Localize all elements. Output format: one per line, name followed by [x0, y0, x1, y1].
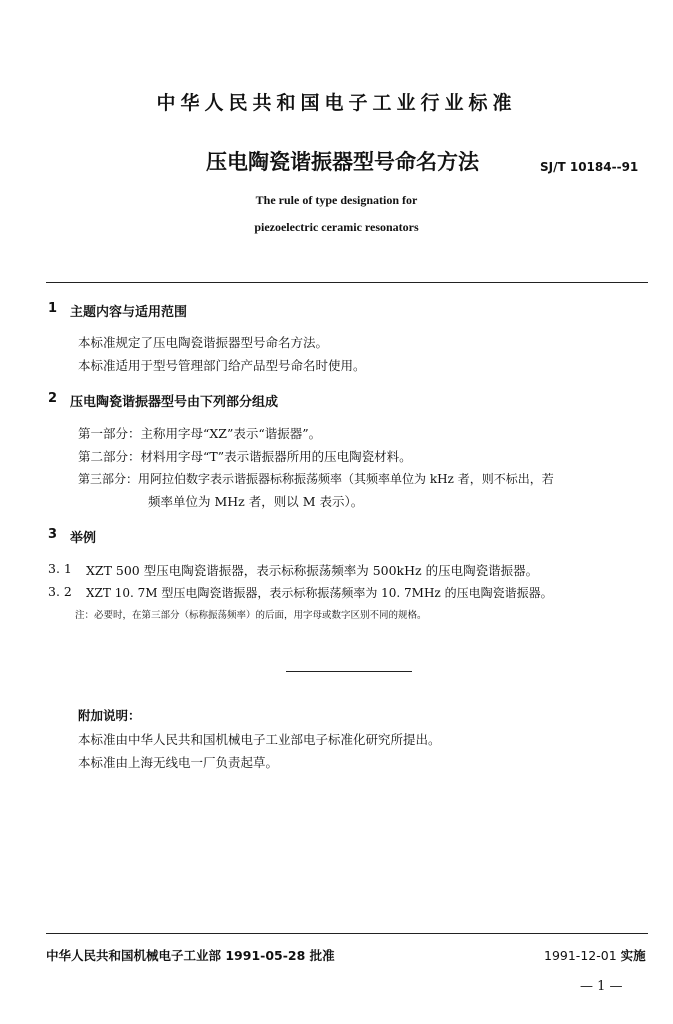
section-2-number: 2 [48, 391, 58, 406]
supplementary-heading: 附加说明： [78, 708, 141, 723]
section-1-title: 主题内容与适用范围 [70, 305, 188, 320]
section-1-line-1: 本标准规定了压电陶瓷谐振器型号命名方法。 [78, 335, 329, 350]
example-note: 注：必要时，在第三部分（标称振荡频率）的后面，用字母或数字区别不同的规格。 [75, 610, 427, 621]
section-2-title: 压电陶瓷谐振器型号由下列部分组成 [70, 395, 279, 410]
page-number: — 1 — [580, 979, 623, 994]
bottom-divider [46, 933, 648, 934]
standard-code: SJ/T 10184--91 [540, 160, 639, 174]
example-3-1-text: XZT 500 型压电陶瓷谐振器，表示标称振荡频率为 500kHz 的压电陶瓷谐振器。 [86, 563, 539, 578]
section-1-line-2: 本标准适用于型号管理部门给产品型号命名时使用。 [78, 358, 366, 373]
section-2-line-4: 频率单位为 MHz 者，则以 M 表示）。 [148, 494, 364, 509]
section-2-line-3: 第三部分：用阿拉伯数字表示谐振器标称振荡频率（其频率单位为 kHz 者，则不标出，若 [78, 472, 554, 486]
section-2-line-2: 第二部分：材料用字母“T”表示谐振器所用的压电陶瓷材料。 [78, 449, 412, 464]
top-divider [46, 282, 648, 283]
supplementary-line-1: 本标准由中华人民共和国机械电子工业部电子标准化研究所提出。 [78, 732, 441, 747]
example-3-1-number: 3. 1 [48, 561, 72, 576]
approval-line: 中华人民共和国机械电子工业部 1991-05-28 批准 [46, 948, 335, 963]
section-1-number: 1 [48, 301, 58, 316]
example-3-2-text: XZT 10. 7M 型压电陶瓷谐振器，表示标称振荡频率为 10. 7MHz 的压电陶瓷谐振器。 [86, 586, 553, 600]
section-3-number: 3 [48, 527, 58, 542]
supplementary-line-2: 本标准由上海无线电一厂负责起草。 [78, 755, 279, 770]
english-title-line-1: The rule of type designation for [255, 193, 418, 207]
standard-category: 中华人民共和国电子工业行业标准 [156, 92, 517, 114]
section-3-title: 举例 [70, 531, 97, 546]
english-title-line-2: piezoelectric ceramic resonators [254, 220, 419, 234]
example-3-2-number: 3. 2 [48, 584, 72, 599]
section-2-line-1: 第一部分：主称用字母“XZ”表示“谐振器”。 [78, 426, 322, 441]
middle-divider [286, 671, 412, 672]
effective-date: 1991-12-01 [544, 948, 617, 963]
effective-line [544, 946, 646, 964]
document-title: 压电陶瓷谐振器型号命名方法 [206, 150, 479, 174]
effective-label: 实施 [620, 948, 646, 963]
